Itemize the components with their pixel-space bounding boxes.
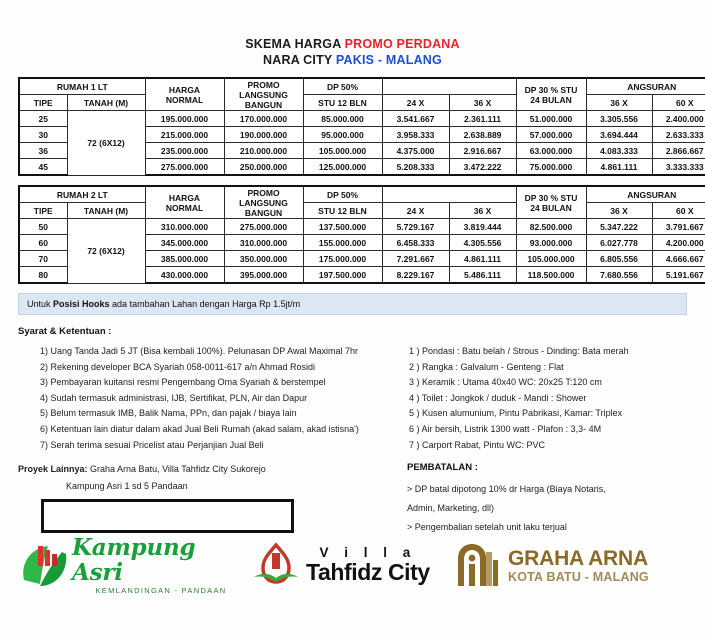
cell-tipe: 70 — [19, 251, 67, 267]
cell-promo: 275.000.000 — [224, 219, 303, 235]
leaf-icon — [18, 540, 70, 590]
header-24x: 24 X — [382, 203, 449, 219]
cell-angsuran-36x: 7.680.556 — [586, 267, 652, 284]
header-dp30-line2: 24 BULAN — [530, 94, 572, 105]
cell-angsuran-60x: 4.200.000 — [652, 235, 705, 251]
header-angsuran-60x: 60 X — [652, 203, 705, 219]
cancellation-title: PEMBATALAN : — [407, 462, 478, 474]
cell-angsuran-36x: 3.694.444 — [586, 127, 652, 143]
cell-dp30: 93.000.000 — [516, 235, 586, 251]
list-item: 3) Pembayaran kuitansi resmi Pengembang Oma Syariah & berstempel — [40, 377, 326, 388]
bottom-info-section — [18, 462, 687, 537]
terms-title: Syarat & Ketentuan : — [18, 326, 112, 337]
cell-36x: 2.638.889 — [449, 127, 516, 143]
projects-line — [18, 462, 407, 476]
list-item: 7) Serah terima sesuai Pricelist atau Perjanjian Jual Beli — [40, 439, 264, 450]
title-line-1 — [18, 36, 687, 52]
header-24x: 24 X — [382, 95, 449, 111]
header-promo-line2: LANGSUNG — [239, 197, 288, 208]
header-promo-line2: LANGSUNG — [239, 89, 288, 100]
header-promo-line1: PROMO — [247, 187, 280, 198]
cell-tipe: 50 — [19, 219, 67, 235]
header-dp50: DP 50% — [303, 78, 382, 95]
header-harga-line1: HARGA — [168, 192, 201, 203]
title-promo-perdana: PROMO PERDANA — [344, 37, 460, 51]
cell-dp50: 137.500.000 — [303, 219, 382, 235]
cell-24x: 6.458.333 — [382, 235, 449, 251]
cell-dp50: 197.500.000 — [303, 267, 382, 284]
cancellation-line-1: > DP batal dipotong 10% dr Harga (Biaya Notaris, — [407, 484, 606, 495]
table-rumah-1-lt — [18, 77, 705, 176]
cell-dp50: 95.000.000 — [303, 127, 382, 143]
note-prefix: Untuk — [27, 299, 54, 309]
title-skema-harga: SKEMA HARGA — [245, 37, 341, 51]
projects-label: Proyek Lainnya: — [18, 464, 88, 475]
header-dp30-line1: DP 30 % STU — [524, 192, 578, 203]
cell-angsuran-36x: 4.861.111 — [586, 159, 652, 176]
cell-dp30: 118.500.000 — [516, 267, 586, 284]
cell-tanah: 72 (6X12) — [67, 111, 145, 176]
header-promo-line3: BANGUN — [244, 207, 283, 218]
table-row — [19, 111, 705, 127]
header-36x: 36 X — [449, 95, 516, 111]
cell-dp50: 155.000.000 — [303, 235, 382, 251]
cell-36x: 2.361.111 — [449, 111, 516, 127]
cell-angsuran-60x: 3.333.333 — [652, 159, 705, 176]
cancellation-block — [407, 462, 687, 537]
header-stu-12-bln: STU 12 BLN — [303, 95, 382, 111]
cell-angsuran-60x: 4.666.667 — [652, 251, 705, 267]
header-dp30-stu — [516, 186, 586, 219]
cell-tipe: 80 — [19, 267, 67, 284]
list-item: 6) Ketentuan lain diatur dalam akad Jual Beli Rumah (akad salam, akad istisna') — [40, 423, 359, 434]
cell-dp30: 51.000.000 — [516, 111, 586, 127]
terms-list — [18, 344, 407, 453]
cell-angsuran-60x: 5.191.667 — [652, 267, 705, 284]
header-harga-line2: NORMAL — [165, 202, 204, 213]
table-rumah-1-lt-body — [19, 111, 705, 176]
logo-graha-arna-text — [508, 547, 649, 584]
cell-tipe: 60 — [19, 235, 67, 251]
cell-dp30: 82.500.000 — [516, 219, 586, 235]
header-stu-12-bln: STU 12 BLN — [303, 203, 382, 219]
cell-angsuran-36x: 3.305.556 — [586, 111, 652, 127]
header-angsuran-36x: 36 X — [586, 203, 652, 219]
building-arch-icon — [455, 542, 501, 588]
mosque-icon — [250, 541, 302, 589]
cell-tipe: 36 — [19, 143, 67, 159]
cell-promo: 170.000.000 — [224, 111, 303, 127]
cell-36x: 2.916.667 — [449, 143, 516, 159]
logo-graha-arna-sub: KOTA BATU - MALANG — [508, 569, 649, 584]
cell-tanah: 72 (6X12) — [67, 219, 145, 284]
page-title — [18, 0, 687, 68]
note-bold: Posisi Hooks — [53, 299, 110, 309]
cell-tipe: 25 — [19, 111, 67, 127]
logo-villa-tahfidz-city — [250, 541, 455, 589]
header-dp50: DP 50% — [303, 186, 382, 203]
table-rumah-2-lt — [18, 185, 705, 284]
list-item: 2 ) Rangka : Galvalum - Genteng : Flat — [409, 361, 564, 372]
cell-dp50: 85.000.000 — [303, 111, 382, 127]
header-promo-line1: PROMO — [247, 79, 280, 90]
header-tanah: TANAH (M) — [67, 203, 145, 219]
cell-promo: 190.000.000 — [224, 127, 303, 143]
header-harga-normal — [145, 186, 224, 219]
cell-harga-normal: 195.000.000 — [145, 111, 224, 127]
list-item: 4 ) Toilet : Jongkok / duduk - Mandi : Shower — [409, 392, 587, 403]
header-promo-line3: BANGUN — [244, 99, 283, 110]
projects-value: Graha Arna Batu, Villa Tahfidz City Sukorejo — [87, 464, 266, 475]
cell-24x: 3.541.667 — [382, 111, 449, 127]
cell-24x: 3.958.333 — [382, 127, 449, 143]
cell-36x: 3.819.444 — [449, 219, 516, 235]
header-dp30-stu — [516, 78, 586, 111]
projects-second-line: Kampung Asri 1 sd 5 Pandaan — [66, 481, 188, 492]
cell-36x: 4.305.556 — [449, 235, 516, 251]
cell-harga-normal: 235.000.000 — [145, 143, 224, 159]
list-item: 5 ) Kusen alumunium, Pintu Pabrikasi, Kamar: Triplex — [409, 408, 623, 419]
table-rumah-2-lt-wrapper — [18, 185, 704, 284]
cell-dp30: 105.000.000 — [516, 251, 586, 267]
header-dp50-spacer — [382, 186, 516, 203]
header-angsuran-36x: 36 X — [586, 95, 652, 111]
cell-24x: 7.291.667 — [382, 251, 449, 267]
logo-kampung-asri-text — [72, 535, 250, 595]
cell-angsuran-36x: 4.083.333 — [586, 143, 652, 159]
cell-angsuran-60x: 2.866.667 — [652, 143, 705, 159]
header-group-rumah: RUMAH 1 LT — [19, 78, 145, 95]
cell-dp30: 75.000.000 — [516, 159, 586, 176]
cell-promo: 310.000.000 — [224, 235, 303, 251]
specs-column — [407, 326, 687, 453]
cell-harga-normal: 345.000.000 — [145, 235, 224, 251]
header-dp30-line1: DP 30 % STU — [524, 84, 578, 95]
cell-36x: 3.472.222 — [449, 159, 516, 176]
cell-dp50: 105.000.000 — [303, 143, 382, 159]
list-item: 5) Belum termasuk IMB, Balik Nama, PPn, dan pajak / biaya lain — [40, 408, 297, 419]
cell-harga-normal: 275.000.000 — [145, 159, 224, 176]
terms-column — [18, 326, 407, 453]
header-promo-langsung-bangun — [224, 186, 303, 219]
logo-villa-word: V i l l a — [319, 545, 417, 560]
list-item: 1 ) Pondasi : Batu belah / Strous - Dinding: Bata merah — [409, 346, 629, 356]
list-item: 4) Sudah termasuk administrasi, IJB, Sertifikat, PLN, Air dan Dapur — [40, 392, 308, 403]
logo-kampung-asri-name: Kampung Asri — [72, 534, 196, 586]
cell-dp50: 175.000.000 — [303, 251, 382, 267]
cell-angsuran-36x: 6.805.556 — [586, 251, 652, 267]
header-tipe: TIPE — [19, 95, 67, 111]
projects-block — [18, 462, 407, 537]
cell-36x: 4.861.111 — [449, 251, 516, 267]
cell-24x: 5.729.167 — [382, 219, 449, 235]
header-group-rumah: RUMAH 2 LT — [19, 186, 145, 203]
logo-villa-tahfidz-text — [306, 545, 430, 585]
footer-logos — [18, 530, 687, 600]
cell-angsuran-60x: 2.633.333 — [652, 127, 705, 143]
list-item: 2) Rekening developer BCA Syariah 058-0011-617 a/n Ahmad Rosidi — [40, 361, 316, 372]
list-item: 7 ) Carport Rabat, Pintu WC: PVC — [409, 439, 546, 450]
cell-dp30: 63.000.000 — [516, 143, 586, 159]
title-pakis-malang: PAKIS - MALANG — [335, 53, 442, 67]
table-row — [19, 219, 705, 235]
header-promo-langsung-bangun — [224, 78, 303, 111]
table-rumah-1-lt-wrapper — [18, 77, 704, 176]
table-rumah-2-lt-body — [19, 219, 705, 284]
cell-tipe: 30 — [19, 127, 67, 143]
list-item: 3 ) Keramik : Utama 40x40 WC: 20x25 T:120 cm — [409, 377, 602, 388]
blank-note-box — [41, 499, 294, 533]
specs-list — [407, 344, 687, 453]
header-angsuran: ANGSURAN — [586, 78, 705, 95]
list-item: 6 ) Air bersih, Listrik 1300 watt - Plafon : 3,3- 4M — [409, 423, 602, 434]
cell-dp30: 57.000.000 — [516, 127, 586, 143]
header-tanah: TANAH (M) — [67, 95, 145, 111]
header-dp30-line2: 24 BULAN — [530, 202, 572, 213]
header-angsuran-60x: 60 X — [652, 95, 705, 111]
cell-harga-normal: 385.000.000 — [145, 251, 224, 267]
cell-36x: 5.486.111 — [449, 267, 516, 284]
logo-graha-arna — [455, 542, 687, 588]
terms-specs-section — [18, 326, 687, 453]
logo-kampung-asri-sub: KEMLANDINGAN - PANDAAN — [95, 586, 227, 595]
header-tipe: TIPE — [19, 203, 67, 219]
cell-promo: 395.000.000 — [224, 267, 303, 284]
cell-tipe: 45 — [19, 159, 67, 176]
cell-angsuran-60x: 2.400.000 — [652, 111, 705, 127]
cell-angsuran-60x: 3.791.667 — [652, 219, 705, 235]
header-harga-line2: NORMAL — [165, 94, 204, 105]
header-harga-normal — [145, 78, 224, 111]
cell-promo: 350.000.000 — [224, 251, 303, 267]
logo-tahfidz-city-name: Tahfidz City — [306, 559, 430, 585]
hooks-note — [18, 293, 687, 315]
cell-harga-normal: 310.000.000 — [145, 219, 224, 235]
cell-harga-normal: 215.000.000 — [145, 127, 224, 143]
cell-24x: 4.375.000 — [382, 143, 449, 159]
logo-kampung-asri — [18, 535, 250, 595]
cell-dp50: 125.000.000 — [303, 159, 382, 176]
header-36x: 36 X — [449, 203, 516, 219]
cell-promo: 210.000.000 — [224, 143, 303, 159]
cell-24x: 5.208.333 — [382, 159, 449, 176]
cancellation-line-3: > Pengembalian setelah unit laku terjual — [407, 522, 567, 533]
logo-graha-arna-name: GRAHA ARNA — [508, 546, 648, 570]
header-dp50-spacer — [382, 78, 516, 95]
title-nara-city: NARA CITY — [263, 53, 333, 67]
note-suffix: ada tambahan Lahan dengan Harga Rp 1.5jt/m — [109, 299, 301, 309]
title-line-2 — [18, 52, 687, 68]
cell-24x: 8.229.167 — [382, 267, 449, 284]
cell-angsuran-36x: 5.347.222 — [586, 219, 652, 235]
list-item: 1) Uang Tanda Jadi 5 JT (Bisa kembali 100%). Pelunasan DP Awal Maximal 7hr — [40, 346, 359, 356]
cell-promo: 250.000.000 — [224, 159, 303, 176]
cancellation-line-2: Admin, Marketing, dll) — [407, 503, 495, 514]
header-angsuran: ANGSURAN — [586, 186, 705, 203]
cell-harga-normal: 430.000.000 — [145, 267, 224, 284]
cell-angsuran-36x: 6.027.778 — [586, 235, 652, 251]
header-harga-line1: HARGA — [168, 84, 201, 95]
